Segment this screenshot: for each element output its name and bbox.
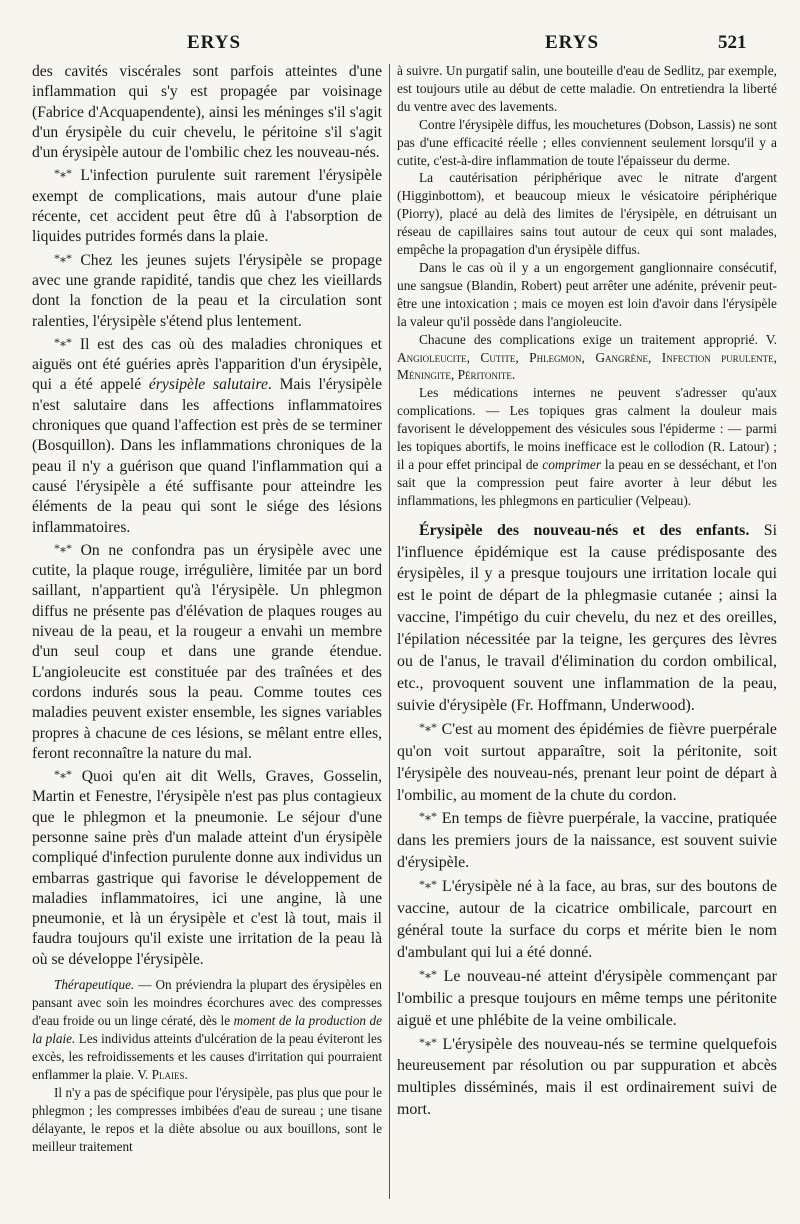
running-head-right: ERYS: [545, 32, 600, 53]
paragraph: *⁎* On ne confondra pas un érysipèle avec une cutite, la plaque rouge, irrégulière, limitée par un bord saillant, n'appartient qu'à l'érysipèle. Un phlegmon diffus ne présente pas d'élévation de plaques rouges au niveau de la peau, et la rougeur a envahi un membre d'un seul coup et dans une grande étendue. L'angioleucite est constituée par des traînées et des cordons indurés sous la peau. Comme toutes ces maladies peuvent exister ensemble, les signes variables propres à chacune de ces lésions, se mêlant entre elles, feront reconnaître la nature du mal.: [32, 540, 382, 762]
asterism-icon: *⁎*: [419, 877, 437, 892]
paragraph: des cavités viscérales sont parfois atteintes d'une inflammation qui s'y est propagée par voisinage (Fabrice d'Acquapendente), ainsi les méninges s'il s'agit d'un érysipèle du cuir chevelu, le péritoine s'il s'agit d'un érysipèle autour de l'ombilic chez les nouveau-nés.: [32, 63, 382, 162]
paragraph: *⁎* L'érysipèle des nouveau-nés se termine quelquefois heureusement par résolution ou par suppuration et abcès multiples disséminés, mais il est ordinairement suivi de mort.: [397, 1034, 777, 1119]
section-label: Thérapeutique.: [54, 977, 135, 993]
asterism-icon: *⁎*: [419, 966, 437, 981]
asterism-icon: *⁎*: [54, 250, 72, 265]
paragraph: *⁎* En temps de fièvre puerpérale, la vaccine, pratiquée dans les premiers jours de la naissance, est souvent suivie d'érysipèle.: [397, 809, 777, 872]
asterism-icon: *⁎*: [54, 540, 72, 555]
paragraph: *⁎* C'est au moment des épidémies de fièvre puerpérale qu'on voit surtout apparaître, soit la péritonite, soit l'érysipèle des nouveau-nés, prenant leur point de départ à l'ombilic, au moment de la chute du cordon.: [397, 719, 777, 804]
paragraph: à suivre. Un purgatif salin, une bouteille d'eau de Sedlitz, par exemple, est toujours utile au début de cette maladie. On entretiendra la liberté du ventre avec des lavements.: [397, 63, 777, 114]
paragraph: Chacune des complications exige un traitement approprié. V. Angioleucite, Cutite, Phlegmon, Gangrène, Infection purulente, Méningite, Péritonite.: [397, 331, 777, 383]
right-column: [397, 62, 777, 1121]
paragraph-therapeutique: Thérapeutique. — On préviendra la plupart des érysipèles en pansant avec soin les moindres écorchures avec des compresses d'eau froide ou un linge cératé, dès le moment de la production de la plaie. Les individus atteints d'ulcération de la peau éviteront les excès, les refroidissements et les causes d'irritation qui pourraient enflammer la plaie. V. Plaies.: [32, 977, 382, 1083]
asterism-icon: *⁎*: [54, 334, 72, 349]
paragraph: *⁎* L'infection purulente suit rarement l'érysipèle exempt de complications, mais autour d'une plaie récente, cet accident peut être dû à l'absorption de liquides putrides formés dans la plaie.: [32, 166, 382, 246]
asterism-icon: *⁎*: [54, 767, 72, 782]
paragraph: Dans le cas où il y a un engorgement ganglionnaire consécutif, une sangsue (Blandin, Robert) peut arrêter une adénite, prévenir peut-être une intoxication ; mais ce moyen est loin d'avoir dans l'érysipèle la valeur qu'il possède dans l'angioleucite.: [397, 259, 777, 329]
paragraph: Il n'y a pas de spécifique pour l'érysipèle, pas plus que pour le phlegmon ; les compresses imbibées d'eau de sureau ; une tisane délayante, le repos et la diète absolue ou aux bouillons, sont le meilleur traitement: [32, 1085, 382, 1155]
paragraph: La cautérisation périphérique avec le nitrate d'argent (Higginbottom), et beaucoup mieux le vésicatoire périphérique (Piorry), placé au delà des limites de l'érysipèle, en détruisant un réseau de capillaires sains tout autour de ceux qui sont malades, empêche la propagation d'un érysipèle diffus.: [397, 170, 777, 258]
paragraph: *⁎* Quoi qu'en ait dit Wells, Graves, Gosselin, Martin et Fenestre, l'érysipèle n'est pas plus contagieux que le phlegmon et la pneumonie. Le séjour d'une personne saine près d'un malade atteint d'un érysipèle compliqué d'infection purulente donne aux individus un embarras gastrique qui favorise le développement de maladies inflammatoires, ici une angine, là une pneumonie, et là un érysipèle et c'est là tout, mais il faudra toujours qu'il existe une irritation de la peau là où se développe l'érysipèle.: [32, 767, 382, 968]
asterism-icon: *⁎*: [419, 809, 437, 824]
paragraph: *⁎* Chez les jeunes sujets l'érysipèle se propage avec une grande rapidité, tandis que chez les vieillards dont la fonction de la peau et la circulation sont ralenties, l'érysipèle s'étend plus lentement.: [32, 250, 383, 330]
paragraph: *⁎* Le nouveau-né atteint d'érysipèle commençant par l'ombilic a presque toujours en même temps une péritonite aiguë et une phlébite de la veine ombilicale.: [397, 966, 777, 1029]
asterism-icon: *⁎*: [419, 719, 437, 734]
asterism-icon: *⁎*: [419, 1034, 437, 1049]
paragraph: Contre l'érysipèle diffus, les mouchetures (Dobson, Lassis) ne sont pas d'une efficacité réelle ; elles conviennent seulement lorsqu'il y a cutite, c'est-à-dire inflammation de toute l'épaisseur du derme.: [397, 116, 777, 168]
page-number: 521: [718, 32, 747, 53]
large-text-block: [397, 520, 777, 1121]
column-divider: [389, 64, 390, 1199]
paragraph: *⁎* Il est des cas où des maladies chroniques et aiguës ont été guéries après l'apparition d'un érysipèle, qui a été appelé érysipèle salutaire. Mais l'érysipèle n'est salutaire dans les affections inflammatoires chroniques que quand l'affection est près de se terminer (Bosquillon). Dans les inflammations chroniques de la peau il n'y a guérison que quand l'inflammation qui a causé l'érysipèle a été suffisante pour atteindre les éléments de la peau qui sont le siége des lésions inflammatoires.: [32, 334, 382, 536]
running-head-left: ERYS: [187, 32, 242, 53]
asterism-icon: *⁎*: [54, 166, 72, 181]
paragraph: *⁎* L'érysipèle né à la face, au bras, sur des boutons de vaccine, autour de la cicatrice ombilicale, parcourt en général toute la surface du corps et mérite bien le nom d'ambulant qui lui a été donné.: [397, 877, 777, 961]
small-text-block: [397, 62, 777, 510]
left-column: [32, 62, 382, 1156]
section-heading: Érysipèle des nouveau-nés et des enfants.: [419, 521, 750, 539]
section-paragraph: Érysipèle des nouveau-nés et des enfants. Si l'influence épidémique est la cause prédisposante des érysipèles, il y a presque toujours une irritation locale qui est le point de départ de la phlegmasie cutanée ; ainsi la vaccine, l'impétigo du cuir chevelu, du nez et des oreilles, l'épilation nécessitée par la teigne, les gerçures des lèvres ou de l'anus, le travail d'élimination du cordon ombilical, etc., provoquent souvent une inflammation de la peau, suivie d'érysipèle (Fr. Hoffmann, Underwood).: [397, 521, 777, 714]
paragraph: Les médications internes ne peuvent s'adresser qu'aux complications. — Les topiques gras calment la douleur mais favorisent le développement des vésicules sous l'épiderme : — parmi les topiques abortifs, le moins inefficace est le collodion (R. Latour) ; il a pour effet principal de comprimer la peau en se desséchant, et l'on sait que la compression peut faire avorter à leur début les inflammations, les phlegmons en particulier (Velpeau).: [397, 385, 777, 508]
